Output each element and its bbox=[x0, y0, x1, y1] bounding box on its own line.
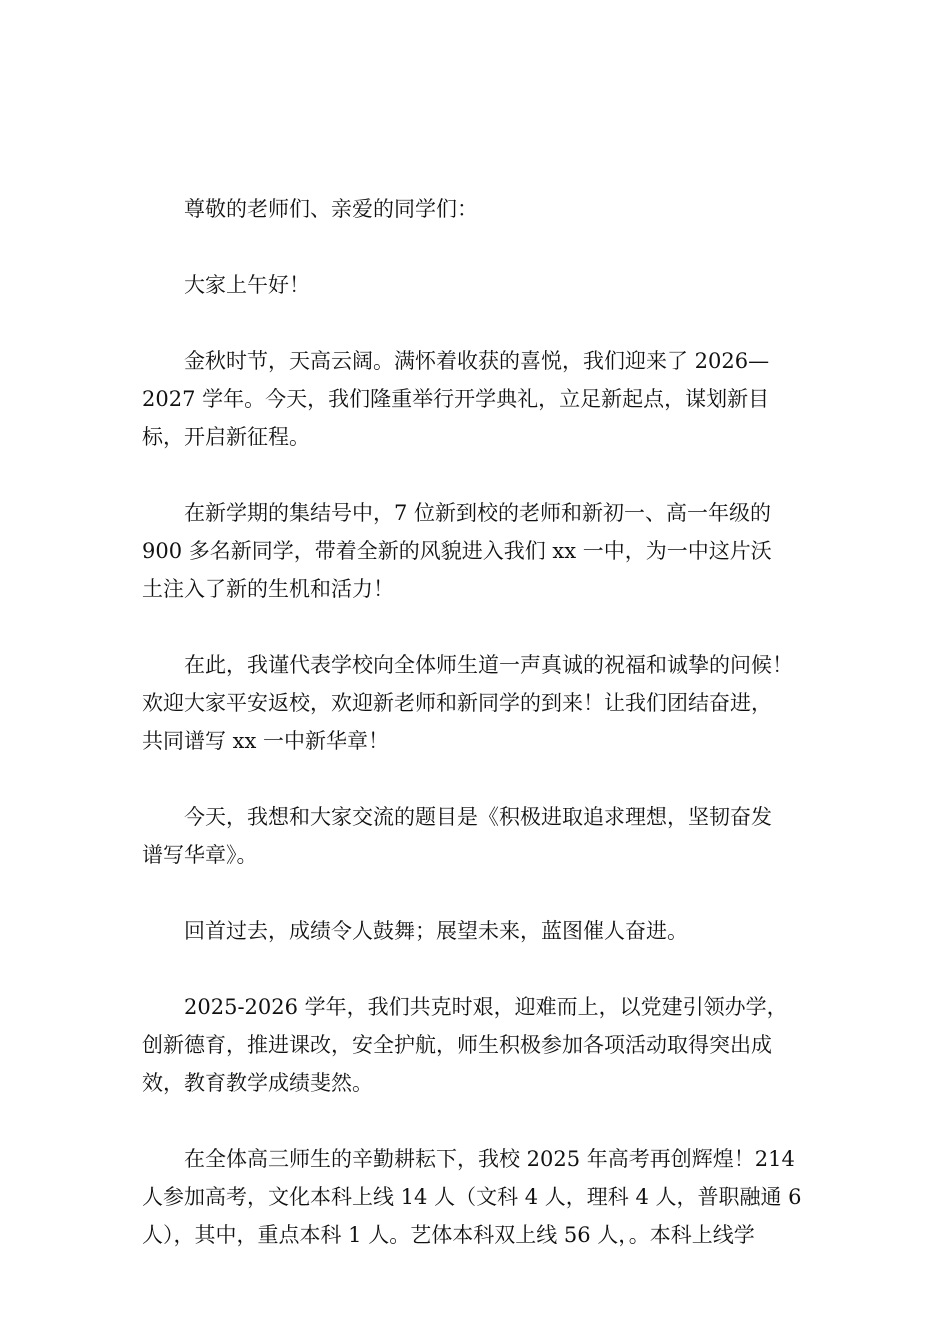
text-line: 共同谱写 xx 一中新华章！ bbox=[142, 729, 390, 753]
text-line: 效，教育教学成绩斐然。 bbox=[142, 1071, 373, 1095]
body-paragraph bbox=[142, 912, 817, 950]
body-paragraph bbox=[142, 798, 817, 874]
text-line: 金秋时节，天高云阔。满怀着收获的喜悦，我们迎来了 2026— bbox=[184, 349, 770, 373]
text-line: 人），其中，重点本科 1 人。艺体本科双上线 56 人，。本科上线学 bbox=[142, 1223, 755, 1247]
salutation-paragraph bbox=[142, 190, 817, 228]
text-line: 2025-2026 学年，我们共克时艰，迎难而上，以党建引领办学， bbox=[184, 995, 788, 1019]
text-line: 在新学期的集结号中，7 位新到校的老师和新初一、高一年级的 bbox=[184, 501, 772, 525]
text-line: 900 多名新同学，带着全新的风貌进入我们 xx 一中，为一中这片沃 bbox=[142, 539, 772, 563]
text-line: 大家上午好！ bbox=[184, 273, 310, 297]
text-line: 2027 学年。今天，我们隆重举行开学典礼，立足新起点，谋划新目 bbox=[142, 387, 770, 411]
text-line: 土注入了新的生机和活力！ bbox=[142, 577, 394, 601]
text-line: 人参加高考，文化本科上线 14 人（文科 4 人，理科 4 人，普职融通 6 bbox=[142, 1185, 802, 1209]
greeting-paragraph bbox=[142, 266, 817, 304]
text-line: 在此，我谨代表学校向全体师生道一声真诚的祝福和诚挚的问候！ bbox=[184, 653, 793, 677]
text-line: 标，开启新征程。 bbox=[142, 425, 310, 449]
text-line: 回首过去，成绩令人鼓舞；展望未来，蓝图催人奋进。 bbox=[184, 919, 688, 943]
text-line: 今天，我想和大家交流的题目是《积极进取追求理想，坚韧奋发 bbox=[184, 805, 772, 829]
text-line: 尊敬的老师们、亲爱的同学们： bbox=[184, 197, 478, 221]
body-paragraph bbox=[142, 342, 817, 456]
text-line: 在全体高三师生的辛勤耕耘下，我校 2025 年高考再创辉煌！214 bbox=[184, 1147, 795, 1171]
text-line: 欢迎大家平安返校，欢迎新老师和新同学的到来！让我们团结奋进， bbox=[142, 691, 772, 715]
text-line: 谱写华章》。 bbox=[142, 843, 258, 867]
text-line: 创新德育，推进课改，安全护航，师生积极参加各项活动取得突出成 bbox=[142, 1033, 772, 1057]
body-paragraph bbox=[142, 1140, 817, 1254]
body-paragraph bbox=[142, 494, 817, 608]
body-paragraph bbox=[142, 988, 817, 1102]
document-body bbox=[142, 190, 817, 1292]
body-paragraph bbox=[142, 646, 817, 760]
